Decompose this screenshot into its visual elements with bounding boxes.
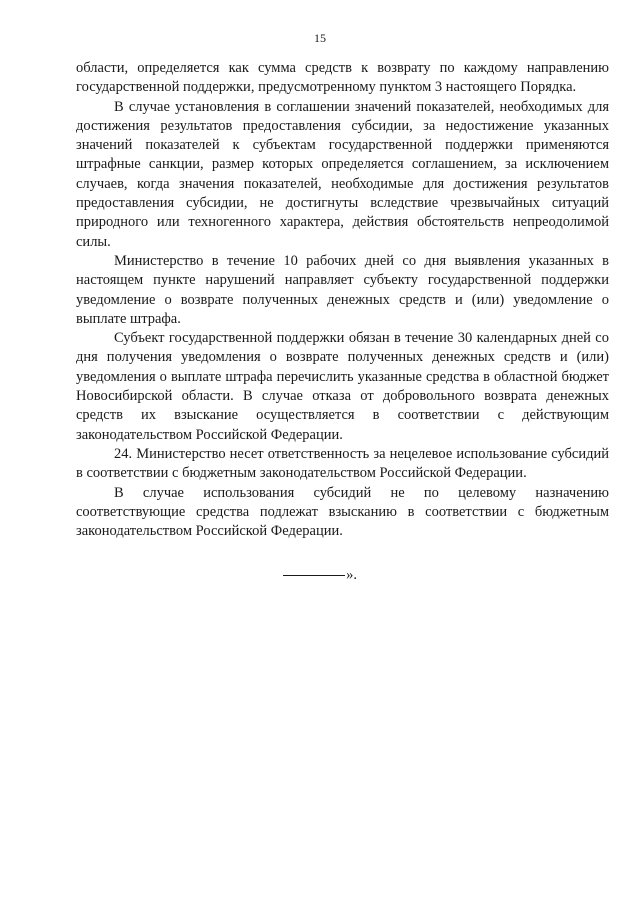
paragraph-misuse-recovery: В случае использования субсидий не по целевому назначению соответствующие средства подлежат взысканию в соответствии с бюджетным законодательством Российской Федерации. (76, 484, 609, 540)
underline-rule (283, 575, 345, 576)
paragraph-refund-obligation: Субъект государственной поддержки обязан в течение 30 календарных дней со дня получения уведомления о возврате полученных денежных средств и (или) уведомления о выплате штрафа перечислить указанные средства в областной бюджет Новосибирской области. В случае отказа от добровольного возврата денежных средств их взыскание осуществляется в соответствии с действующим законодательством Российской Федерации. (76, 330, 609, 443)
document-body (76, 59, 609, 541)
closing-line (0, 566, 640, 584)
paragraph-24-responsibility: 24. Министерство несет ответственность за нецелевое использование субсидий в соответствии с бюджетным законодательством Российской Федерации. (76, 445, 609, 482)
closing-quote-mark: ». (346, 567, 357, 583)
page-number: 15 (314, 31, 326, 45)
paragraph-ministry-notice: Министерство в течение 10 рабочих дней со дня выявления указанных в настоящем пункте нарушений направляет субъекту государственной поддержки уведомление о возврате полученных денежных средств и (или) уведомление о выплате штрафа. (76, 252, 609, 327)
paragraph-continuation: области, определяется как сумма средств к возврату по каждому направлению государственной поддержки, предусмотренному пунктом 3 настоящего Порядка. (76, 60, 609, 96)
paragraph-penalties: В случае установления в соглашении значений показателей, необходимых для достижения результатов предоставления субсидии, за недостижение указанных значений показателей к субъектам государственной поддержки применяются штрафные санкции, размер которых определяется соглашением, за исключением случаев, когда значения показателей, необходимые для достижения результатов предоставления субсидии, не достигнуты вследствие чрезвычайных ситуаций природного или техногенного характера, действия обстоятельств непреодолимой силы. (76, 98, 609, 250)
